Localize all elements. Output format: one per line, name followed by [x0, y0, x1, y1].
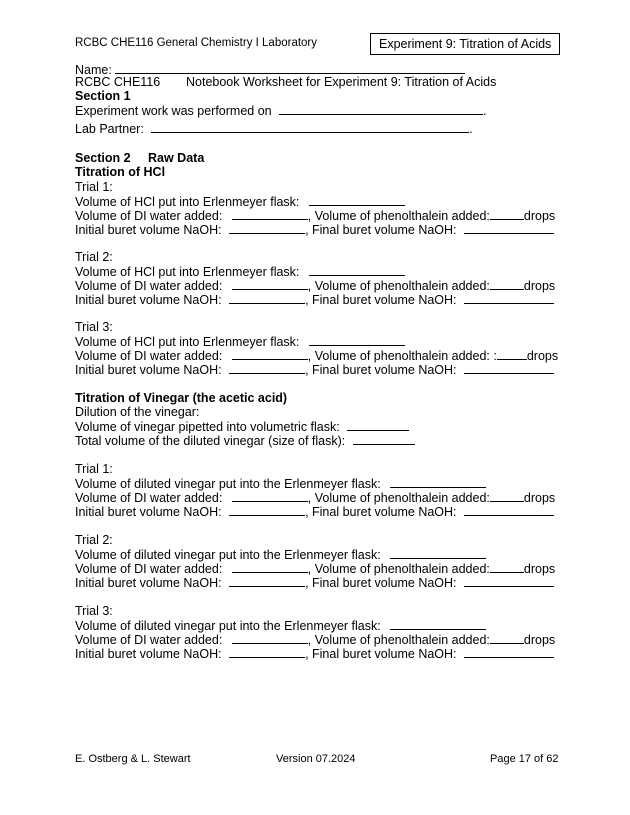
final-buret-blank[interactable]	[464, 222, 554, 234]
phenol-blank[interactable]	[490, 561, 524, 573]
footer-authors: E. Ostberg & L. Stewart	[75, 753, 191, 765]
lab-partner-row: Lab Partner: .	[75, 122, 473, 136]
lab-partner-label: Lab Partner:	[75, 122, 144, 136]
vin-trial3-label: Trial 3:	[75, 604, 113, 618]
final-buret-label: , Final buret volume NaOH:	[305, 576, 457, 590]
vin-flask-blank[interactable]	[390, 618, 486, 630]
di-water-label: Volume of DI water added:	[75, 491, 223, 505]
initial-buret-blank[interactable]	[229, 504, 305, 516]
phenol-blank[interactable]	[490, 278, 524, 290]
vinegar-total-label: Total volume of the diluted vinegar (size of flask):	[75, 434, 346, 448]
vinegar-title: Titration of Vinegar (the acetic acid)	[75, 391, 288, 405]
hcl-trial1-flask-row	[75, 194, 405, 209]
phenol-label: , Volume of phenolthalein added:	[307, 562, 490, 576]
di-water-label: Volume of DI water added:	[75, 349, 223, 363]
hcl-flask-blank[interactable]	[309, 194, 405, 206]
final-buret-label: , Final buret volume NaOH:	[305, 647, 457, 661]
phenol-blank[interactable]	[490, 208, 524, 220]
phenol-blank[interactable]	[490, 490, 524, 502]
di-water-blank[interactable]	[232, 632, 308, 644]
hcl-trial2-buret-row	[75, 292, 554, 307]
section2-subheading: Raw Data	[148, 151, 205, 165]
initial-buret-label: Initial buret volume NaOH:	[75, 363, 222, 377]
final-buret-label: , Final buret volume NaOH:	[305, 293, 457, 307]
running-header: RCBC CHE116 General Chemistry I Laboratory	[75, 37, 318, 49]
hcl-trial2-flask-row	[75, 264, 405, 279]
di-water-blank[interactable]	[232, 561, 308, 573]
phenol-label: , Volume of phenolthalein added:	[307, 633, 490, 647]
final-buret-label: , Final buret volume NaOH:	[305, 505, 457, 519]
vin-trial1-label: Trial 1:	[75, 462, 113, 476]
footer-version: Version 07.2024	[276, 753, 356, 765]
initial-buret-blank[interactable]	[229, 646, 305, 658]
final-buret-blank[interactable]	[464, 292, 554, 304]
drops-label: drops	[523, 633, 556, 647]
vin-trial1-flask-row	[75, 476, 486, 491]
vinegar-total-blank[interactable]	[353, 433, 415, 445]
vin-trial3-flask-row	[75, 618, 486, 633]
drops-label: drops	[523, 209, 556, 223]
phenol-blank[interactable]	[490, 632, 524, 644]
di-water-label: Volume of DI water added:	[75, 633, 223, 647]
lab-partner-blank[interactable]	[151, 121, 469, 133]
vinegar-total-row	[75, 433, 415, 448]
di-water-blank[interactable]	[232, 348, 308, 360]
initial-buret-label: Initial buret volume NaOH:	[75, 293, 222, 307]
hcl-trial3-buret-row	[75, 362, 554, 377]
phenol-label: , Volume of phenolthalein added:	[307, 209, 490, 223]
di-water-blank[interactable]	[232, 278, 308, 290]
name-blank[interactable]	[115, 62, 465, 74]
initial-buret-blank[interactable]	[229, 362, 305, 374]
vin-flask-label: Volume of diluted vinegar put into the Erlenmeyer flask:	[75, 548, 381, 562]
vin-trial3-di-row	[75, 632, 555, 647]
phenol-label: , Volume of phenolthalein added: :	[307, 349, 497, 363]
experiment-title-box: Experiment 9: Titration of Acids	[370, 33, 560, 55]
drops-label: drops	[523, 491, 556, 505]
initial-buret-blank[interactable]	[229, 575, 305, 587]
hcl-flask-label: Volume of HCl put into Erlenmeyer flask:	[75, 335, 300, 349]
vin-trial3-buret-row	[75, 646, 554, 661]
final-buret-blank[interactable]	[464, 575, 554, 587]
performed-on-blank[interactable]	[279, 103, 483, 115]
di-water-label: Volume of DI water added:	[75, 209, 223, 223]
initial-buret-blank[interactable]	[229, 292, 305, 304]
vin-trial2-flask-row	[75, 547, 486, 562]
vin-trial2-di-row	[75, 561, 555, 576]
section2-heading: Section 2	[75, 151, 131, 165]
hcl-title: Titration of HCl	[75, 165, 166, 179]
phenol-label: , Volume of phenolthalein added:	[307, 491, 490, 505]
vin-trial1-di-row	[75, 490, 555, 505]
hcl-trial1-label: Trial 1:	[75, 180, 113, 194]
vin-flask-blank[interactable]	[390, 476, 486, 488]
hcl-flask-label: Volume of HCl put into Erlenmeyer flask:	[75, 265, 300, 279]
initial-buret-blank[interactable]	[229, 222, 305, 234]
worksheet-course: RCBC CHE116	[75, 75, 161, 89]
vin-trial1-buret-row	[75, 504, 554, 519]
hcl-trial3-di-row	[75, 348, 558, 363]
final-buret-label: , Final buret volume NaOH:	[305, 363, 457, 377]
hcl-flask-blank[interactable]	[309, 264, 405, 276]
hcl-trial2-di-row	[75, 278, 555, 293]
worksheet-title: Notebook Worksheet for Experiment 9: Titration of Acids	[186, 75, 497, 89]
final-buret-blank[interactable]	[464, 504, 554, 516]
name-label: Name:	[75, 63, 112, 77]
final-buret-blank[interactable]	[464, 646, 554, 658]
drops-label: drops	[523, 279, 556, 293]
vinegar-pipetted-label: Volume of vinegar pipetted into volumetric flask:	[75, 420, 340, 434]
initial-buret-label: Initial buret volume NaOH:	[75, 647, 222, 661]
final-buret-label: , Final buret volume NaOH:	[305, 223, 457, 237]
hcl-trial1-di-row	[75, 208, 555, 223]
drops-label: drops	[526, 349, 559, 363]
vinegar-pipetted-row	[75, 419, 409, 434]
footer-page-number: Page 17 of 62	[490, 753, 559, 765]
di-water-label: Volume of DI water added:	[75, 562, 223, 576]
hcl-trial2-label: Trial 2:	[75, 250, 113, 264]
vin-flask-blank[interactable]	[390, 547, 486, 559]
performed-on-row: Experiment work was performed on .	[75, 104, 487, 118]
phenol-label: , Volume of phenolthalein added:	[307, 279, 490, 293]
drops-label: drops	[523, 562, 556, 576]
phenol-blank[interactable]	[497, 348, 527, 360]
initial-buret-label: Initial buret volume NaOH:	[75, 223, 222, 237]
hcl-trial3-flask-row	[75, 334, 405, 349]
performed-on-label: Experiment work was performed on	[75, 104, 272, 118]
hcl-trial1-buret-row	[75, 222, 554, 237]
hcl-trial3-label: Trial 3:	[75, 320, 113, 334]
vin-flask-label: Volume of diluted vinegar put into the Erlenmeyer flask:	[75, 477, 381, 491]
hcl-flask-label: Volume of HCl put into Erlenmeyer flask:	[75, 195, 300, 209]
initial-buret-label: Initial buret volume NaOH:	[75, 576, 222, 590]
di-water-blank[interactable]	[232, 490, 308, 502]
section1-heading: Section 1	[75, 89, 131, 103]
vin-flask-label: Volume of diluted vinegar put into the Erlenmeyer flask:	[75, 619, 381, 633]
di-water-blank[interactable]	[232, 208, 308, 220]
vin-trial2-label: Trial 2:	[75, 533, 113, 547]
vin-trial2-buret-row	[75, 575, 554, 590]
vinegar-dilution: Dilution of the vinegar:	[75, 405, 200, 419]
initial-buret-label: Initial buret volume NaOH:	[75, 505, 222, 519]
di-water-label: Volume of DI water added:	[75, 279, 223, 293]
vinegar-pipetted-blank[interactable]	[347, 419, 409, 431]
final-buret-blank[interactable]	[464, 362, 554, 374]
hcl-flask-blank[interactable]	[309, 334, 405, 346]
